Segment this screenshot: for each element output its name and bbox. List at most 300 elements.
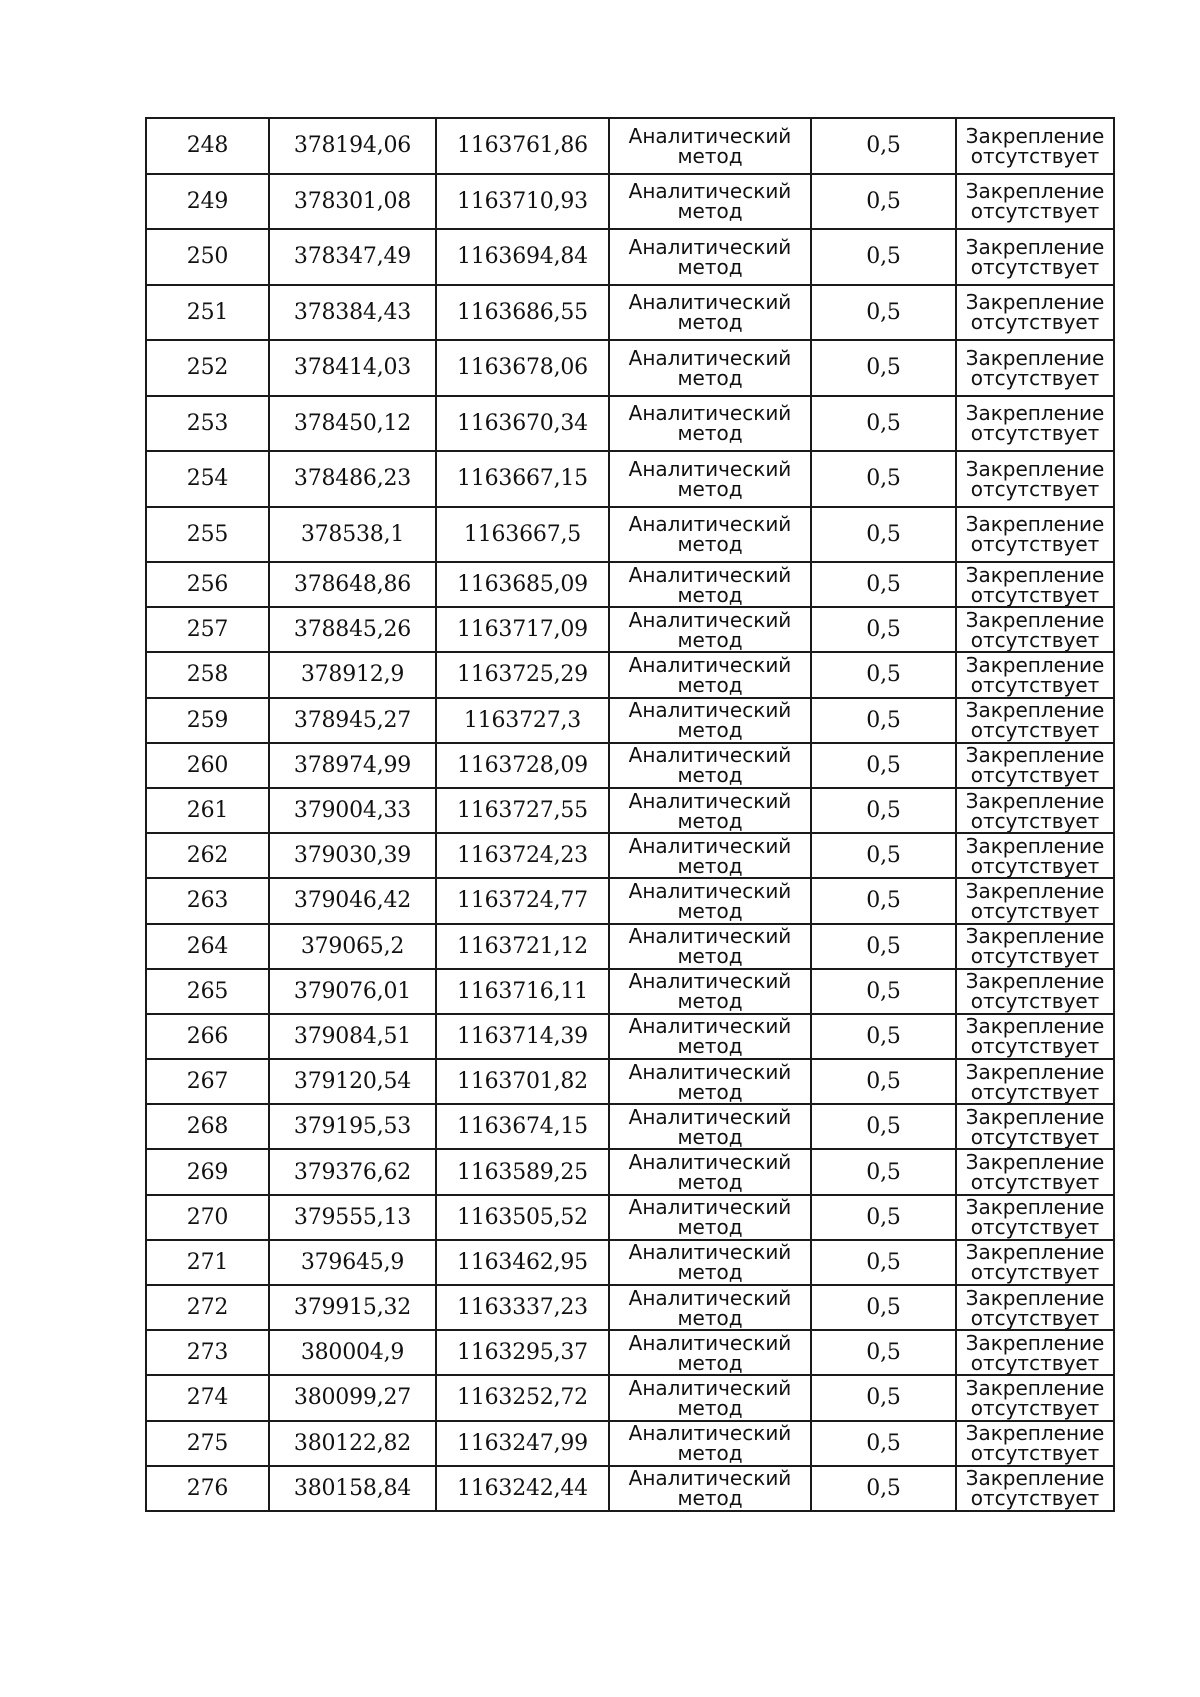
method-cell	[609, 1014, 811, 1059]
y-coordinate-cell: 1163685,09	[436, 562, 609, 607]
fixing-cell	[956, 507, 1114, 563]
point-number-cell: 263	[146, 878, 269, 923]
method-line-1: Аналитический	[628, 234, 792, 259]
method-line-2: метод	[677, 853, 743, 878]
accuracy-cell: 0,5	[811, 698, 956, 743]
y-coordinate-cell: 1163667,15	[436, 451, 609, 507]
fixing-line-1: Закрепление	[965, 562, 1105, 587]
fixing-cell	[956, 396, 1114, 452]
method-line-1: Аналитический	[628, 401, 792, 426]
fixing-line-2: отсутствует	[970, 989, 1100, 1014]
method-line-2: метод	[677, 1170, 743, 1195]
fixing-line-2: отсутствует	[970, 853, 1100, 878]
method-line-1: Аналитический	[628, 345, 792, 370]
y-coordinate-cell: 1163505,52	[436, 1195, 609, 1240]
method-line-2: метод	[677, 476, 743, 501]
y-coordinate-cell: 1163252,72	[436, 1375, 609, 1420]
fixing-line-2: отсутствует	[970, 1395, 1100, 1420]
table-row	[146, 1466, 1114, 1511]
x-coordinate-cell: 379645,9	[269, 1240, 436, 1285]
method-cell	[609, 607, 811, 652]
y-coordinate-cell: 1163717,09	[436, 607, 609, 652]
method-cell	[609, 1421, 811, 1466]
y-coordinate-cell: 1163589,25	[436, 1149, 609, 1194]
table-row	[146, 229, 1114, 285]
x-coordinate-cell: 378486,23	[269, 451, 436, 507]
fixing-line-1: Закрепление	[965, 1240, 1105, 1265]
method-line-2: метод	[677, 254, 743, 279]
table-row	[146, 969, 1114, 1014]
fixing-line-1: Закрепление	[965, 456, 1105, 481]
accuracy-cell: 0,5	[811, 607, 956, 652]
accuracy-cell: 0,5	[811, 833, 956, 878]
method-line-1: Аналитический	[628, 290, 792, 315]
method-line-2: метод	[677, 1124, 743, 1149]
fixing-cell	[956, 698, 1114, 743]
fixing-line-2: отсутствует	[970, 627, 1100, 652]
fixing-line-2: отсутствует	[970, 532, 1100, 557]
point-number-cell: 264	[146, 924, 269, 969]
method-line-1: Аналитический	[628, 562, 792, 587]
table-row	[146, 788, 1114, 833]
table-row	[146, 1240, 1114, 1285]
point-number-cell: 273	[146, 1330, 269, 1375]
accuracy-cell: 0,5	[811, 1104, 956, 1149]
point-number-cell: 265	[146, 969, 269, 1014]
method-line-1: Аналитический	[628, 123, 792, 148]
table-row	[146, 698, 1114, 743]
fixing-line-1: Закрепление	[965, 1421, 1105, 1446]
fixing-cell	[956, 1149, 1114, 1194]
fixing-cell	[956, 285, 1114, 341]
fixing-cell	[956, 1375, 1114, 1420]
method-line-1: Аналитический	[628, 833, 792, 858]
method-line-2: метод	[677, 199, 743, 224]
fixing-line-1: Закрепление	[965, 1059, 1105, 1084]
point-number-cell: 272	[146, 1285, 269, 1330]
y-coordinate-cell: 1163716,11	[436, 969, 609, 1014]
fixing-line-1: Закрепление	[965, 1150, 1105, 1175]
method-line-1: Аналитический	[628, 1195, 792, 1220]
y-coordinate-cell: 1163670,34	[436, 396, 609, 452]
method-line-2: метод	[677, 1441, 743, 1466]
point-number-cell: 251	[146, 285, 269, 341]
fixing-cell	[956, 969, 1114, 1014]
table-row	[146, 833, 1114, 878]
method-line-1: Аналитический	[628, 1466, 792, 1491]
fixing-cell	[956, 1014, 1114, 1059]
method-cell	[609, 788, 811, 833]
fixing-line-2: отсутствует	[970, 1215, 1100, 1240]
fixing-line-1: Закрепление	[965, 1104, 1105, 1129]
method-line-1: Аналитический	[628, 652, 792, 677]
x-coordinate-cell: 378648,86	[269, 562, 436, 607]
point-number-cell: 258	[146, 652, 269, 697]
table-row	[146, 1149, 1114, 1194]
table-row	[146, 1421, 1114, 1466]
table-body	[146, 118, 1114, 1511]
method-cell	[609, 878, 811, 923]
fixing-line-1: Закрепление	[965, 179, 1105, 204]
fixing-line-1: Закрепление	[965, 290, 1105, 315]
x-coordinate-cell: 379084,51	[269, 1014, 436, 1059]
fixing-line-2: отсутствует	[970, 1124, 1100, 1149]
point-number-cell: 267	[146, 1059, 269, 1104]
fixing-cell	[956, 1104, 1114, 1149]
method-line-1: Аналитический	[628, 607, 792, 632]
method-line-1: Аналитический	[628, 1059, 792, 1084]
accuracy-cell: 0,5	[811, 1149, 956, 1194]
method-line-1: Аналитический	[628, 1330, 792, 1355]
point-number-cell: 260	[146, 743, 269, 788]
accuracy-cell: 0,5	[811, 174, 956, 230]
fixing-line-1: Закрепление	[965, 1330, 1105, 1355]
method-line-1: Аналитический	[628, 1150, 792, 1175]
y-coordinate-cell: 1163721,12	[436, 924, 609, 969]
method-cell	[609, 1466, 811, 1511]
fixing-line-1: Закрепление	[965, 607, 1105, 632]
y-coordinate-cell: 1163724,77	[436, 878, 609, 923]
method-line-1: Аналитический	[628, 743, 792, 768]
x-coordinate-cell: 379046,42	[269, 878, 436, 923]
fixing-line-2: отсутствует	[970, 310, 1100, 335]
method-line-2: метод	[677, 365, 743, 390]
accuracy-cell: 0,5	[811, 1014, 956, 1059]
fixing-cell	[956, 924, 1114, 969]
x-coordinate-cell: 378301,08	[269, 174, 436, 230]
x-coordinate-cell: 379915,32	[269, 1285, 436, 1330]
table-row	[146, 285, 1114, 341]
accuracy-cell: 0,5	[811, 1466, 956, 1511]
fixing-line-1: Закрепление	[965, 878, 1105, 903]
x-coordinate-cell: 379195,53	[269, 1104, 436, 1149]
table-row	[146, 1195, 1114, 1240]
method-line-1: Аналитический	[628, 1104, 792, 1129]
fixing-line-1: Закрепление	[965, 1285, 1105, 1310]
point-number-cell: 252	[146, 340, 269, 396]
fixing-line-2: отсутствует	[970, 1486, 1100, 1511]
y-coordinate-cell: 1163724,23	[436, 833, 609, 878]
fixing-line-1: Закрепление	[965, 1375, 1105, 1400]
accuracy-cell: 0,5	[811, 1059, 956, 1104]
point-number-cell: 259	[146, 698, 269, 743]
fixing-line-1: Закрепление	[965, 1014, 1105, 1039]
method-line-2: метод	[677, 1486, 743, 1511]
point-number-cell: 249	[146, 174, 269, 230]
method-cell	[609, 507, 811, 563]
accuracy-cell: 0,5	[811, 118, 956, 174]
x-coordinate-cell: 378414,03	[269, 340, 436, 396]
method-line-2: метод	[677, 898, 743, 923]
method-line-2: метод	[677, 1260, 743, 1285]
y-coordinate-cell: 1163462,95	[436, 1240, 609, 1285]
method-line-1: Аналитический	[628, 878, 792, 903]
x-coordinate-cell: 378538,1	[269, 507, 436, 563]
x-coordinate-cell: 378450,12	[269, 396, 436, 452]
method-line-2: метод	[677, 627, 743, 652]
fixing-cell	[956, 562, 1114, 607]
table-row	[146, 340, 1114, 396]
accuracy-cell: 0,5	[811, 1330, 956, 1375]
fixing-cell	[956, 1285, 1114, 1330]
point-number-cell: 268	[146, 1104, 269, 1149]
fixing-line-2: отсутствует	[970, 1034, 1100, 1059]
method-cell	[609, 1240, 811, 1285]
y-coordinate-cell: 1163727,3	[436, 698, 609, 743]
method-line-2: метод	[677, 989, 743, 1014]
method-line-2: метод	[677, 944, 743, 969]
method-line-1: Аналитический	[628, 698, 792, 723]
fixing-line-1: Закрепление	[965, 345, 1105, 370]
fixing-line-1: Закрепление	[965, 652, 1105, 677]
method-cell	[609, 1375, 811, 1420]
fixing-cell	[956, 652, 1114, 697]
method-line-2: метод	[677, 1079, 743, 1104]
accuracy-cell: 0,5	[811, 1285, 956, 1330]
fixing-cell	[956, 1421, 1114, 1466]
method-line-2: метод	[677, 1215, 743, 1240]
method-line-2: метод	[677, 1395, 743, 1420]
x-coordinate-cell: 378912,9	[269, 652, 436, 697]
accuracy-cell: 0,5	[811, 507, 956, 563]
accuracy-cell: 0,5	[811, 969, 956, 1014]
point-number-cell: 276	[146, 1466, 269, 1511]
method-cell	[609, 698, 811, 743]
x-coordinate-cell: 380004,9	[269, 1330, 436, 1375]
point-number-cell: 256	[146, 562, 269, 607]
point-number-cell: 250	[146, 229, 269, 285]
accuracy-cell: 0,5	[811, 1240, 956, 1285]
y-coordinate-cell: 1163337,23	[436, 1285, 609, 1330]
table-row	[146, 652, 1114, 697]
fixing-line-1: Закрепление	[965, 1195, 1105, 1220]
method-cell	[609, 833, 811, 878]
x-coordinate-cell: 378194,06	[269, 118, 436, 174]
method-line-2: метод	[677, 1305, 743, 1330]
fixing-line-1: Закрепление	[965, 833, 1105, 858]
fixing-line-2: отсутствует	[970, 1260, 1100, 1285]
table-row	[146, 1104, 1114, 1149]
table-row	[146, 1285, 1114, 1330]
method-cell	[609, 285, 811, 341]
accuracy-cell: 0,5	[811, 1195, 956, 1240]
y-coordinate-cell: 1163674,15	[436, 1104, 609, 1149]
method-line-2: метод	[677, 808, 743, 833]
method-line-1: Аналитический	[628, 179, 792, 204]
y-coordinate-cell: 1163667,5	[436, 507, 609, 563]
fixing-line-2: отсутствует	[970, 1350, 1100, 1375]
x-coordinate-cell: 380099,27	[269, 1375, 436, 1420]
fixing-cell	[956, 607, 1114, 652]
table-row	[146, 1330, 1114, 1375]
method-line-2: метод	[677, 143, 743, 168]
accuracy-cell: 0,5	[811, 285, 956, 341]
point-number-cell: 248	[146, 118, 269, 174]
y-coordinate-cell: 1163701,82	[436, 1059, 609, 1104]
fixing-cell	[956, 1059, 1114, 1104]
method-cell	[609, 396, 811, 452]
fixing-cell	[956, 1466, 1114, 1511]
accuracy-cell: 0,5	[811, 1375, 956, 1420]
method-line-1: Аналитический	[628, 1421, 792, 1446]
method-cell	[609, 1195, 811, 1240]
fixing-line-2: отсутствует	[970, 421, 1100, 446]
fixing-line-1: Закрепление	[965, 401, 1105, 426]
fixing-cell	[956, 878, 1114, 923]
x-coordinate-cell: 379376,62	[269, 1149, 436, 1194]
method-line-2: метод	[677, 532, 743, 557]
table-row	[146, 607, 1114, 652]
x-coordinate-cell: 379030,39	[269, 833, 436, 878]
point-number-cell: 274	[146, 1375, 269, 1420]
fixing-line-2: отсутствует	[970, 365, 1100, 390]
method-line-2: метод	[677, 1350, 743, 1375]
x-coordinate-cell: 378945,27	[269, 698, 436, 743]
method-line-1: Аналитический	[628, 1285, 792, 1310]
fixing-line-2: отсутствует	[970, 718, 1100, 743]
coordinates-table	[145, 117, 1115, 1512]
fixing-line-2: отсутствует	[970, 944, 1100, 969]
point-number-cell: 255	[146, 507, 269, 563]
fixing-cell	[956, 174, 1114, 230]
y-coordinate-cell: 1163247,99	[436, 1421, 609, 1466]
y-coordinate-cell: 1163694,84	[436, 229, 609, 285]
accuracy-cell: 0,5	[811, 788, 956, 833]
y-coordinate-cell: 1163678,06	[436, 340, 609, 396]
fixing-line-2: отсутствует	[970, 672, 1100, 697]
point-number-cell: 269	[146, 1149, 269, 1194]
x-coordinate-cell: 378384,43	[269, 285, 436, 341]
fixing-line-1: Закрепление	[965, 788, 1105, 813]
x-coordinate-cell: 378974,99	[269, 743, 436, 788]
x-coordinate-cell: 379065,2	[269, 924, 436, 969]
table-row	[146, 562, 1114, 607]
x-coordinate-cell: 379120,54	[269, 1059, 436, 1104]
fixing-cell	[956, 833, 1114, 878]
accuracy-cell: 0,5	[811, 924, 956, 969]
method-line-2: метод	[677, 310, 743, 335]
accuracy-cell: 0,5	[811, 1421, 956, 1466]
fixing-line-2: отсутствует	[970, 1170, 1100, 1195]
table-row	[146, 118, 1114, 174]
fixing-line-1: Закрепление	[965, 698, 1105, 723]
fixing-line-2: отсутствует	[970, 1079, 1100, 1104]
method-cell	[609, 118, 811, 174]
fixing-cell	[956, 229, 1114, 285]
table-row	[146, 1059, 1114, 1104]
method-cell	[609, 924, 811, 969]
table-row	[146, 878, 1114, 923]
accuracy-cell: 0,5	[811, 562, 956, 607]
method-line-1: Аналитический	[628, 924, 792, 949]
method-cell	[609, 1104, 811, 1149]
fixing-line-2: отсутствует	[970, 199, 1100, 224]
method-line-1: Аналитический	[628, 969, 792, 994]
fixing-cell	[956, 788, 1114, 833]
y-coordinate-cell: 1163728,09	[436, 743, 609, 788]
fixing-cell	[956, 1330, 1114, 1375]
x-coordinate-cell: 379076,01	[269, 969, 436, 1014]
y-coordinate-cell: 1163686,55	[436, 285, 609, 341]
method-line-1: Аналитический	[628, 1014, 792, 1039]
method-cell	[609, 1059, 811, 1104]
x-coordinate-cell: 379555,13	[269, 1195, 436, 1240]
fixing-line-1: Закрепление	[965, 1466, 1105, 1491]
x-coordinate-cell: 378845,26	[269, 607, 436, 652]
method-cell	[609, 1330, 811, 1375]
method-cell	[609, 229, 811, 285]
method-cell	[609, 743, 811, 788]
accuracy-cell: 0,5	[811, 878, 956, 923]
accuracy-cell: 0,5	[811, 229, 956, 285]
table-row	[146, 924, 1114, 969]
x-coordinate-cell: 380158,84	[269, 1466, 436, 1511]
fixing-line-1: Закрепление	[965, 512, 1105, 537]
fixing-line-1: Закрепление	[965, 969, 1105, 994]
point-number-cell: 253	[146, 396, 269, 452]
fixing-line-1: Закрепление	[965, 234, 1105, 259]
point-number-cell: 271	[146, 1240, 269, 1285]
y-coordinate-cell: 1163725,29	[436, 652, 609, 697]
method-cell	[609, 652, 811, 697]
method-line-1: Аналитический	[628, 1375, 792, 1400]
method-line-2: метод	[677, 1034, 743, 1059]
y-coordinate-cell: 1163242,44	[436, 1466, 609, 1511]
fixing-cell	[956, 743, 1114, 788]
point-number-cell: 270	[146, 1195, 269, 1240]
fixing-cell	[956, 451, 1114, 507]
accuracy-cell: 0,5	[811, 396, 956, 452]
point-number-cell: 262	[146, 833, 269, 878]
method-line-1: Аналитический	[628, 512, 792, 537]
fixing-line-2: отсутствует	[970, 898, 1100, 923]
fixing-line-2: отсутствует	[970, 1441, 1100, 1466]
accuracy-cell: 0,5	[811, 743, 956, 788]
point-number-cell: 257	[146, 607, 269, 652]
fixing-line-2: отсутствует	[970, 763, 1100, 788]
method-cell	[609, 340, 811, 396]
x-coordinate-cell: 379004,33	[269, 788, 436, 833]
method-cell	[609, 562, 811, 607]
y-coordinate-cell: 1163761,86	[436, 118, 609, 174]
table-row	[146, 743, 1114, 788]
accuracy-cell: 0,5	[811, 451, 956, 507]
point-number-cell: 261	[146, 788, 269, 833]
fixing-cell	[956, 340, 1114, 396]
y-coordinate-cell: 1163295,37	[436, 1330, 609, 1375]
x-coordinate-cell: 380122,82	[269, 1421, 436, 1466]
fixing-line-1: Закрепление	[965, 743, 1105, 768]
method-cell	[609, 174, 811, 230]
table-row	[146, 1014, 1114, 1059]
accuracy-cell: 0,5	[811, 340, 956, 396]
point-number-cell: 275	[146, 1421, 269, 1466]
fixing-line-2: отсутствует	[970, 808, 1100, 833]
x-coordinate-cell: 378347,49	[269, 229, 436, 285]
y-coordinate-cell: 1163714,39	[436, 1014, 609, 1059]
method-line-2: метод	[677, 672, 743, 697]
fixing-line-2: отсутствует	[970, 1305, 1100, 1330]
y-coordinate-cell: 1163727,55	[436, 788, 609, 833]
fixing-line-2: отсутствует	[970, 254, 1100, 279]
method-line-2: метод	[677, 763, 743, 788]
fixing-cell	[956, 118, 1114, 174]
fixing-cell	[956, 1240, 1114, 1285]
method-line-1: Аналитический	[628, 1240, 792, 1265]
method-line-1: Аналитический	[628, 456, 792, 481]
method-cell	[609, 451, 811, 507]
method-line-2: метод	[677, 718, 743, 743]
